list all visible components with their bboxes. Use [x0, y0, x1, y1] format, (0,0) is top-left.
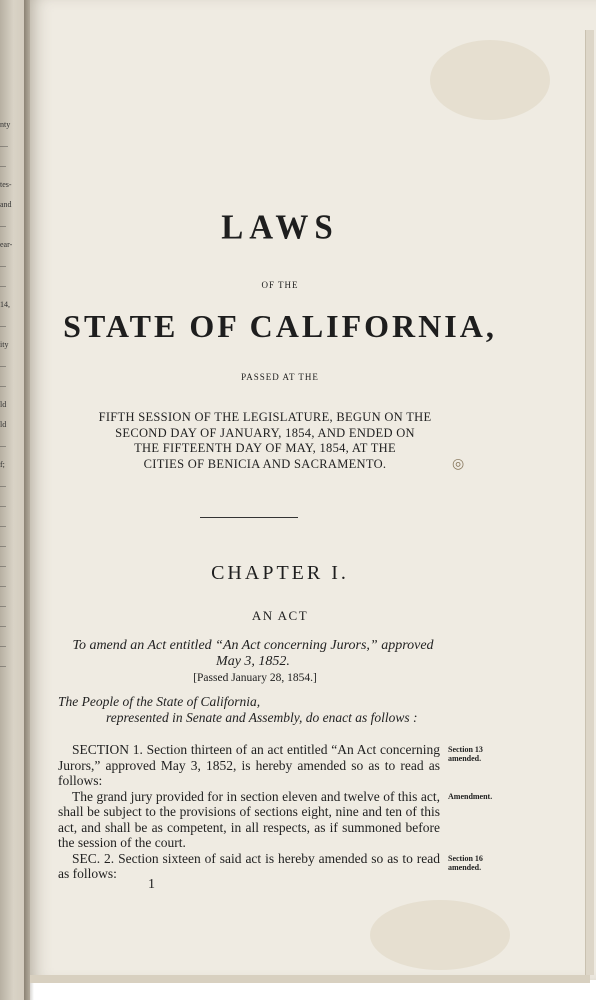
session-line: FIFTH SESSION OF THE LEGISLATURE, BEGUN ON THE: [98, 410, 432, 424]
session-line: CITIES OF BENICIA AND SACRAMENTO.: [143, 456, 387, 471]
left-page-fragment: ....: [0, 140, 8, 149]
page-number: 1: [148, 877, 155, 892]
page-stain: [370, 900, 510, 970]
page-stain: [430, 40, 550, 120]
left-page-fragment: ...: [0, 260, 6, 269]
chapter-heading: CHAPTER I.: [211, 562, 349, 584]
left-page-fragment: ...: [0, 540, 6, 549]
ink-mark: ◎: [452, 457, 465, 472]
left-page-fragment: ...: [0, 480, 6, 489]
left-page-fragment: ...: [0, 500, 6, 509]
page-edge-right: [585, 30, 594, 975]
act-heading: AN ACT: [251, 608, 309, 623]
passed-date: [Passed January 28, 1854.]: [193, 672, 317, 684]
divider-rule: [200, 517, 298, 518]
left-page-fragment: tes-: [0, 180, 12, 189]
left-page-fragment: ...: [0, 560, 6, 569]
left-page-fragment: nty: [0, 120, 11, 129]
section-1: SECTION 1. Section thirteen of an act entitled “An Act concerning Jurors,” approved May 3, 1852, is hereby amended so as to read as follows:: [58, 742, 440, 788]
left-page-fragment: ...: [0, 360, 6, 369]
left-page-fragment: ...: [0, 580, 6, 589]
session-block: [55, 410, 475, 472]
act-body: [58, 742, 440, 882]
enacting-clause: [58, 694, 448, 726]
left-page-fragment: ...: [0, 640, 6, 649]
session-line: SECOND DAY OF JANUARY, 1854, AND ENDED ON: [115, 425, 415, 440]
act-subtitle: [58, 638, 448, 670]
enacting-line: The People of the State of California,: [58, 694, 261, 709]
of-the-label: OF THE: [261, 280, 299, 290]
left-page-fragment: ...: [0, 620, 6, 629]
act-subtitle-line: May 3, 1852.: [216, 654, 290, 669]
act-subtitle-line: To amend an Act entitled “An Act concerning Jurors,” approved: [72, 638, 434, 653]
enacting-line: represented in Senate and Assembly, do enact as follows :: [106, 710, 418, 725]
margin-note-line: amended.: [448, 754, 482, 763]
left-page-fragment: ...: [0, 440, 6, 449]
passed-at-label: PASSED AT THE: [241, 372, 319, 382]
page-title: LAWS: [221, 209, 339, 247]
left-page-fragment: ...: [0, 660, 6, 669]
left-page-fragment: ...: [0, 600, 6, 609]
margin-note-section13: [448, 745, 518, 763]
left-page-fragment: 14,: [0, 300, 10, 309]
margin-note-line: Amendment.: [448, 792, 493, 801]
page-edge-bottom: [30, 975, 590, 983]
margin-note-section16: [448, 854, 518, 872]
left-page-fragment: ld: [0, 400, 7, 409]
margin-note-line: Section 16: [448, 854, 483, 863]
state-title: STATE OF CALIFORNIA,: [63, 308, 497, 344]
left-page-fragment: ...: [0, 160, 6, 169]
left-page-fragment: ity: [0, 340, 9, 349]
left-page-fragment: ...: [0, 380, 6, 389]
left-page-fragment: f;: [0, 460, 5, 469]
left-page-fragment: ld: [0, 420, 7, 429]
session-line: THE FIFTEENTH DAY OF MAY, 1854, AT THE: [134, 441, 396, 455]
margin-note-line: amended.: [448, 863, 482, 872]
margin-note-amendment: [448, 792, 518, 801]
left-page-fragment: ear-: [0, 240, 13, 249]
grand-jury-paragraph: The grand jury provided for in section eleven and twelve of this act, shall be subject to the provisions of sections eight, nine and ten of this act, and shall be as competent, in all respects, as if summoned before the session of the court.: [58, 788, 440, 850]
left-page-fragment: ...: [0, 280, 6, 289]
left-page-fragment: ...: [0, 220, 6, 229]
left-page-fragment: and: [0, 200, 12, 209]
left-page-fragment: ...: [0, 320, 6, 329]
left-page-fragment: ...: [0, 520, 6, 529]
section-2: SEC. 2. Section sixteen of said act is hereby amended so as to read as follows:: [58, 850, 440, 881]
margin-note-line: Section 13: [448, 745, 483, 754]
